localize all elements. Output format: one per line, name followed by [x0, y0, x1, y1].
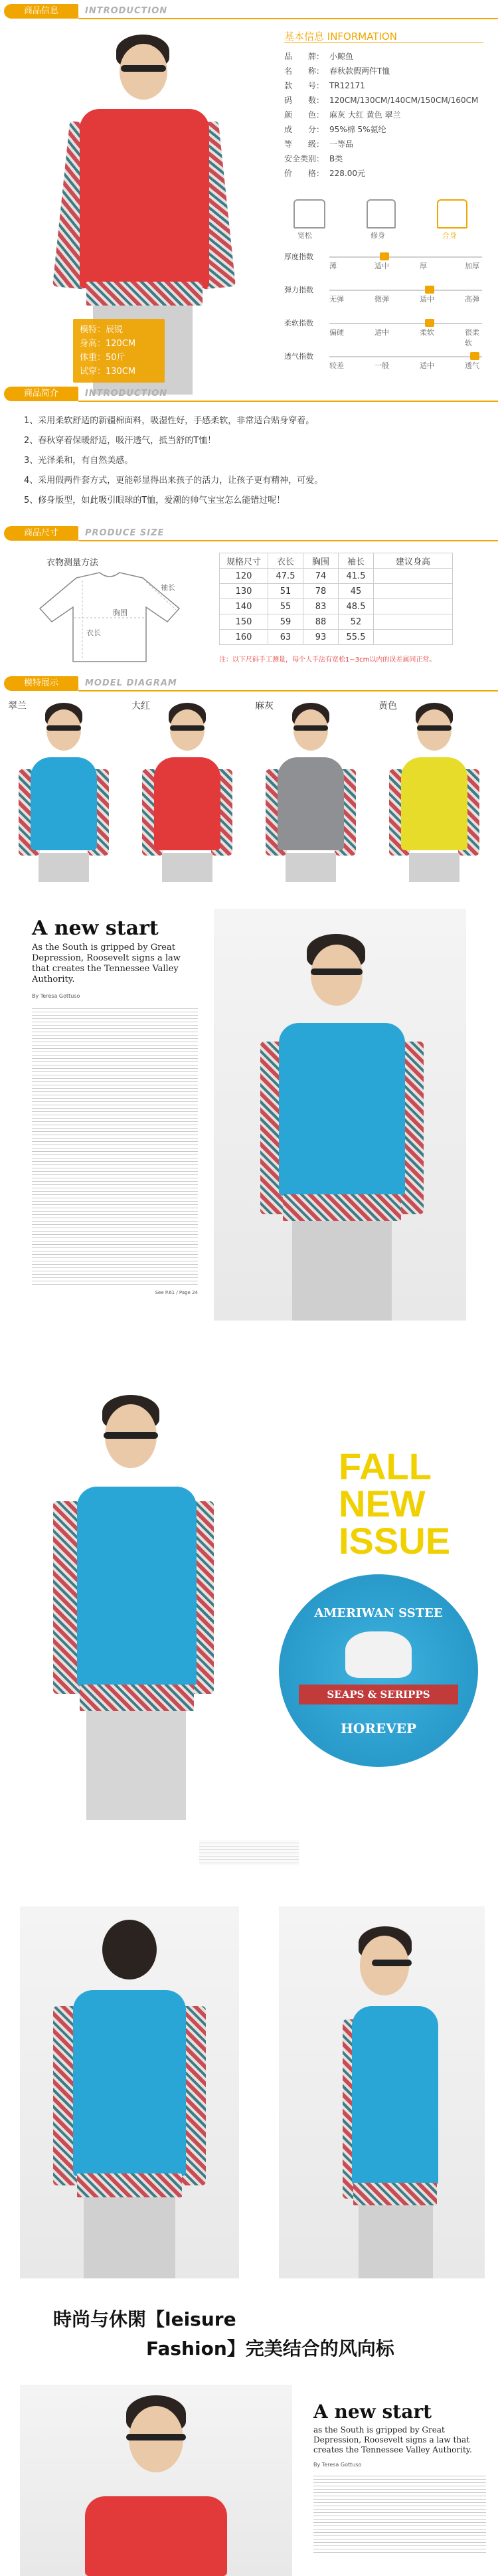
section-en-title: INTRODUCTION: [85, 6, 168, 16]
section-header-model: [0, 675, 498, 692]
turquoise-shirt: [77, 1487, 197, 1686]
tshirt-fit-icon: [437, 199, 467, 229]
magazine-headline: A new start: [32, 917, 159, 940]
badge-closeup: [279, 1574, 478, 1767]
level-option: 柔软: [420, 328, 434, 337]
look4-photo: [20, 2385, 292, 2576]
tshirt-measure-diagram: [13, 569, 206, 668]
size-cell: 140: [220, 599, 268, 614]
section-tag: 模特展示: [4, 676, 78, 691]
section-en-title: PRODUCE SIZE: [85, 528, 165, 538]
level-row: [284, 318, 483, 347]
level-option: 加厚: [465, 262, 479, 270]
magazine-subhead: as the South is gripped by Great Depression, Roosevelt signs a law that creates the Tennessee Valley Authority.: [313, 2425, 472, 2454]
info-label: 成 分：: [284, 125, 325, 134]
diagram-label-length: 衣长: [86, 628, 101, 637]
size-cell: 52: [339, 614, 374, 630]
tshirt-loose-icon: [293, 199, 325, 229]
level-row: [284, 251, 483, 270]
table-row: [220, 584, 453, 599]
kid-face: [311, 945, 363, 1006]
sunglasses-icon: [372, 1960, 412, 1966]
level-row: [284, 284, 483, 304]
model-color-label: 麻灰: [255, 701, 274, 711]
diagram-label-sleeve: 袖长: [161, 583, 175, 592]
info-label: 颜 色：: [284, 110, 325, 120]
magazine-byline: By Teresa Gottuso: [32, 993, 80, 999]
kid-pants: [39, 853, 89, 882]
look3-side-photo: [279, 1906, 485, 2278]
model-card-2: [127, 696, 247, 882]
model-shirt: [278, 757, 344, 850]
size-cell: 48.5: [339, 599, 374, 614]
level-bar: [329, 290, 482, 291]
info-label: 码 数：: [284, 96, 325, 105]
info-row: [284, 124, 386, 135]
turquoise-shirt: [352, 2006, 438, 2185]
model-name: 模特：辰锐: [80, 325, 124, 335]
look2-photo: [20, 1368, 239, 1820]
kid-pants: [286, 853, 336, 882]
info-row: [284, 138, 353, 149]
level-option: 微弹: [374, 295, 389, 304]
info-row: [284, 153, 343, 164]
size-table: [219, 553, 453, 645]
diagram-label-chest: 胸围: [113, 608, 127, 617]
level-label: 弹力指数: [284, 286, 313, 294]
magazine-article-2: [313, 2401, 486, 2553]
section-en-title: MODEL DIAGRAM: [85, 678, 177, 688]
level-option: 很柔软: [465, 328, 479, 347]
level-option: 适中: [420, 295, 434, 304]
divider: [78, 18, 498, 19]
kid-pants: [86, 1711, 186, 1820]
kid-pants: [84, 2197, 175, 2278]
badge-ribbon: SEAPS & SERIPPS: [299, 1685, 458, 1704]
level-bar: [329, 323, 482, 324]
info-row: [284, 65, 390, 76]
level-option: 高弹: [465, 295, 479, 304]
level-marker: [470, 352, 479, 360]
info-label: 款 号：: [284, 81, 325, 90]
level-marker: [380, 252, 389, 260]
red-shirt: [80, 109, 209, 288]
turquoise-shirt: [73, 1990, 186, 2176]
magazine-byline: By Teresa Gottuso: [313, 2462, 362, 2468]
sunglasses-icon: [293, 725, 328, 731]
info-label: 等 级：: [284, 139, 325, 149]
model-shirt: [31, 757, 97, 850]
kid-pants: [292, 1221, 392, 1321]
badge-text-bottom: HOREVEP: [341, 1720, 416, 1736]
divider: [78, 690, 498, 691]
size-cell: 47.5: [268, 569, 303, 584]
fall-line2: NEW: [339, 1483, 426, 1524]
magazine-body-text: [32, 1006, 198, 1285]
info-title: 基本信息 INFORMATION: [284, 31, 397, 43]
size-cell: 78: [303, 584, 339, 599]
slogan-line2: Fashion】完美结合的风向标: [146, 2338, 394, 2359]
size-cell: 41.5: [339, 569, 374, 584]
plaid-hem: [80, 1685, 194, 1711]
info-row: [284, 109, 400, 120]
look3-back-photo: [20, 1906, 239, 2278]
info-label: 品 牌：: [284, 52, 325, 61]
level-marker: [425, 286, 434, 294]
magazine-body-text: [313, 2473, 486, 2553]
magazine-article: [32, 917, 198, 1295]
sunglasses-icon: [104, 1432, 158, 1439]
table-row: [220, 630, 453, 645]
size-cell: 160: [220, 630, 268, 645]
size-cell: [374, 614, 453, 630]
red-shirt: [85, 2496, 227, 2576]
model-shirt: [154, 757, 220, 850]
level-option: 适中: [420, 361, 434, 370]
size-header-cell: 胸围: [303, 553, 339, 569]
info-value: 麻灰 大红 黄色 翠兰: [329, 110, 401, 120]
size-cell: 51: [268, 584, 303, 599]
plaid-hem: [77, 2173, 182, 2197]
plaid-hem: [353, 2183, 437, 2205]
level-row: [284, 351, 483, 370]
fit-label-loose: 宽松: [297, 231, 312, 240]
fit-label-slim: 修身: [371, 231, 385, 240]
level-bar: [329, 356, 482, 357]
model-card-3: [251, 696, 371, 882]
section-header-info: [0, 3, 498, 20]
intro-item: 3、光泽柔和，有自然美感。: [24, 456, 133, 466]
intro-item: 2、春秋穿着保暖舒适，吸汗透气，抵当舒的T恤！: [24, 436, 216, 446]
plaid-hem: [283, 1194, 401, 1221]
size-cell: 88: [303, 614, 339, 630]
level-option: 偏硬: [329, 328, 344, 337]
model-shirt: [401, 757, 467, 850]
size-cell: 74: [303, 569, 339, 584]
level-bar: [329, 256, 482, 258]
size-cell: 45: [339, 584, 374, 599]
caption-text: [199, 1840, 299, 1865]
level-option: 较差: [329, 361, 344, 370]
level-option: 适中: [374, 262, 389, 270]
kid-pants: [409, 853, 459, 882]
kid-pants: [359, 2205, 433, 2278]
kid-hair-back: [102, 1920, 157, 1979]
size-diagram-title: 衣物测量方法: [46, 558, 99, 568]
size-cell: [374, 599, 453, 614]
size-cell: [374, 569, 453, 584]
level-option: 适中: [374, 328, 389, 337]
fit-icons: [284, 199, 483, 242]
size-header-cell: 规格尺寸: [220, 553, 268, 569]
tshirt-slim-icon: [367, 199, 396, 229]
level-label: 透气指数: [284, 352, 313, 361]
level-option: 厚: [420, 262, 427, 270]
magazine-headline: A new start: [313, 2401, 432, 2423]
magazine-subhead: As the South is gripped by Great Depression, Roosevelt signs a law that creates the Tennessee Valley Authority.: [32, 943, 181, 984]
info-row: [284, 94, 478, 106]
size-cell: 93: [303, 630, 339, 645]
fit-label-fit: 合身: [442, 231, 457, 240]
divider: [78, 540, 498, 541]
info-value: 228.00元: [329, 169, 365, 178]
eagle-icon: [345, 1631, 412, 1678]
level-option: 薄: [329, 262, 337, 270]
size-cell: 55.5: [339, 630, 374, 645]
size-cell: 55: [268, 599, 303, 614]
model-card-4: [374, 696, 494, 882]
section-tag: 商品简介: [4, 387, 78, 401]
magazine-folio: See P.61 / Page 24: [155, 1290, 198, 1295]
section-tag: 商品尺寸: [4, 526, 78, 541]
section-tag: 商品信息: [4, 4, 78, 19]
info-value: 小鲸鱼: [329, 52, 354, 61]
model-color-label: 翠兰: [8, 701, 27, 711]
sunglasses-icon: [170, 725, 205, 731]
level-marker: [425, 319, 434, 327]
sunglasses-icon: [46, 725, 81, 731]
turquoise-shirt: [279, 1023, 405, 1196]
model-card-1: [4, 696, 124, 882]
model-color-label: 黄色: [378, 701, 397, 711]
size-cell: 83: [303, 599, 339, 614]
table-row: [220, 599, 453, 614]
info-row: [284, 80, 365, 91]
plaid-hem: [86, 282, 203, 306]
sunglasses-icon: [126, 2434, 186, 2440]
level-label: 柔软指数: [284, 319, 313, 327]
intro-item: 1、采用柔软舒适的新疆棉面料，吸湿性好，手感柔软，非常适合贴身穿着。: [24, 416, 315, 426]
size-cell: 59: [268, 614, 303, 630]
info-value: 一等品: [329, 139, 354, 149]
table-row: [220, 569, 453, 584]
info-value: B类: [329, 154, 343, 163]
info-label: 名 称：: [284, 66, 325, 76]
size-cell: [374, 584, 453, 599]
size-cell: 130: [220, 584, 268, 599]
sunglasses-icon: [311, 968, 363, 975]
info-label: 安全类别：: [284, 154, 325, 163]
intro-item: 5、修身版型，如此吸引眼球的T恤，爱潮的帅气宝宝怎么能错过呢！: [24, 496, 286, 506]
level-option: 无弹: [329, 295, 344, 304]
section-header-size: [0, 525, 498, 542]
sunglasses-icon: [417, 725, 452, 731]
info-row: [284, 50, 353, 62]
size-note: 注：以下尺码手工测量，每个人手法有宽松1~3cm以内的误差属同正常。: [219, 656, 436, 664]
kid-face: [120, 44, 167, 100]
info-value: 春秋款假两件T恤: [329, 66, 390, 76]
level-option: 透气: [465, 361, 479, 370]
kid-pants: [162, 853, 212, 882]
info-row: [284, 167, 365, 179]
info-value: 95%棉 5%氨纶: [329, 125, 386, 134]
sunglasses-icon: [121, 65, 166, 72]
slogan-line1: 時尚与休閑【leisure: [53, 2308, 236, 2330]
size-header-cell: 袖长: [339, 553, 374, 569]
look1-photo: [214, 909, 466, 1321]
model-height: 身高：120CM: [80, 339, 136, 349]
size-cell: 150: [220, 614, 268, 630]
model-try-size: 试穿：130CM: [80, 367, 136, 377]
level-label: 厚度指数: [284, 252, 313, 261]
level-option: 一般: [374, 361, 389, 370]
size-cell: [374, 630, 453, 645]
model-weight: 体重：50斤: [80, 353, 125, 363]
info-value: TR12171: [329, 81, 365, 90]
model-color-label: 大红: [131, 701, 150, 711]
info-value: 120CM/130CM/140CM/150CM/160CM: [329, 96, 479, 105]
intro-item: 4、采用假两件套方式，更能彰显得出来孩子的活力，让孩子更有精神，可爱。: [24, 476, 323, 486]
fall-line3: ISSUE: [339, 1520, 451, 1562]
info-label: 价 格：: [284, 169, 325, 178]
size-header-cell: 建议身高: [374, 553, 453, 569]
size-cell: 120: [220, 569, 268, 584]
fall-line1: FALL: [339, 1445, 432, 1487]
size-cell: 63: [268, 630, 303, 645]
size-header-cell: 衣长: [268, 553, 303, 569]
model-card: [73, 319, 165, 383]
section-en-title: INTRODUCTION: [85, 389, 168, 399]
divider: [78, 401, 498, 402]
badge-text-top: AMERIWAN SSTEE: [314, 1606, 443, 1620]
table-row: [220, 614, 453, 630]
fall-new-issue: [339, 1445, 451, 1562]
section-header-intro: [0, 385, 498, 403]
